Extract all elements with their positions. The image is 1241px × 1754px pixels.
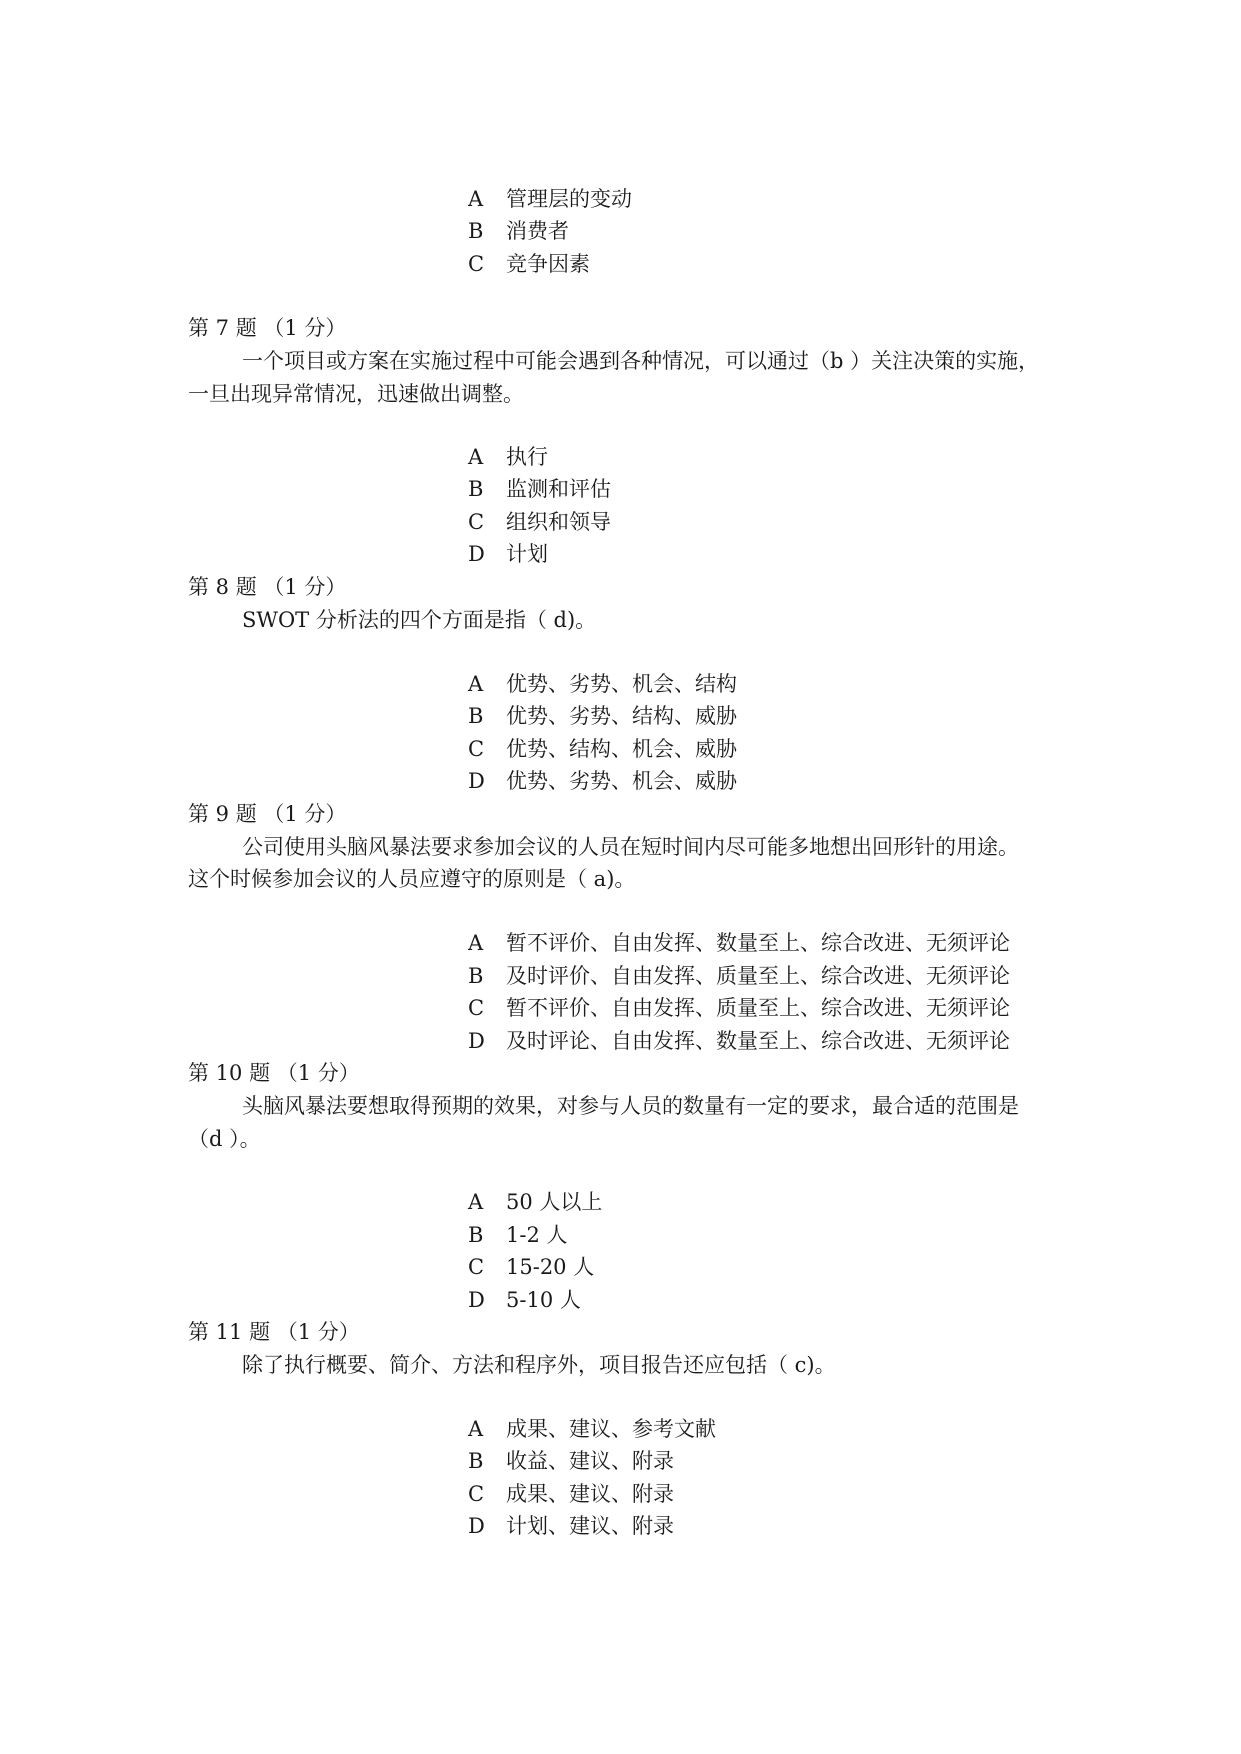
option-letter: C xyxy=(468,996,485,1020)
option-text: 计划、建议、附录 xyxy=(506,1514,674,1538)
option-row xyxy=(0,185,1241,213)
option-row xyxy=(0,1027,1241,1055)
option-letter: B xyxy=(468,704,484,728)
question-text: 除了执行概要、简介、方法和程序外，项目报告还应包括（ c)。 xyxy=(242,1353,836,1377)
question-header: 第 7 题 （1 分） xyxy=(188,316,347,340)
option-row xyxy=(0,475,1241,503)
option-row xyxy=(0,250,1241,278)
option-text: 暂不评价、自由发挥、数量至上、综合改进、无须评论 xyxy=(506,931,1010,955)
question-text: 一个项目或方案在实施过程中可能会遇到各种情况，可以通过（b ）关注决策的实施， xyxy=(242,349,1040,373)
option-row xyxy=(0,702,1241,730)
option-text: 组织和领导 xyxy=(506,510,611,534)
option-text: 5-10 人 xyxy=(506,1288,581,1312)
option-text: 成果、建议、参考文献 xyxy=(506,1417,716,1441)
question-header: 第 10 题 （1 分） xyxy=(188,1061,360,1085)
option-text: 优势、结构、机会、威胁 xyxy=(506,737,737,761)
option-text: 1-2 人 xyxy=(506,1223,568,1247)
option-row xyxy=(0,994,1241,1022)
option-letter: D xyxy=(468,1029,485,1053)
option-row xyxy=(0,508,1241,536)
option-letter: D xyxy=(468,1288,485,1312)
option-row xyxy=(0,929,1241,957)
option-row xyxy=(0,962,1241,990)
option-text: 成果、建议、附录 xyxy=(506,1482,674,1506)
option-letter: B xyxy=(468,1449,484,1473)
option-letter: B xyxy=(468,964,484,988)
option-letter: A xyxy=(468,1417,484,1441)
question-text: 一旦出现异常情况，迅速做出调整。 xyxy=(188,382,524,406)
option-text: 执行 xyxy=(506,445,548,469)
option-text: 管理层的变动 xyxy=(506,187,632,211)
option-row xyxy=(0,1447,1241,1475)
option-letter: C xyxy=(468,737,485,761)
option-text: 优势、劣势、结构、威胁 xyxy=(506,704,737,728)
option-text: 及时评价、自由发挥、质量至上、综合改进、无须评论 xyxy=(506,964,1010,988)
option-letter: A xyxy=(468,931,484,955)
option-text: 优势、劣势、机会、威胁 xyxy=(506,769,737,793)
option-row xyxy=(0,443,1241,471)
option-letter: B xyxy=(468,1223,484,1247)
question-text: SWOT 分析法的四个方面是指（ d)。 xyxy=(242,608,597,632)
option-letter: A xyxy=(468,187,484,211)
option-text: 及时评论、自由发挥、数量至上、综合改进、无须评论 xyxy=(506,1029,1010,1053)
option-row xyxy=(0,217,1241,245)
question-text: 这个时候参加会议的人员应遵守的原则是（ a)。 xyxy=(188,867,636,891)
option-text: 监测和评估 xyxy=(506,477,611,501)
option-row xyxy=(0,735,1241,763)
option-text: 计划 xyxy=(506,542,548,566)
option-letter: C xyxy=(468,1482,485,1506)
option-letter: D xyxy=(468,769,485,793)
option-row xyxy=(0,1415,1241,1443)
option-letter: C xyxy=(468,1255,485,1279)
option-text: 15-20 人 xyxy=(506,1255,595,1279)
option-text: 收益、建议、附录 xyxy=(506,1449,674,1473)
option-letter: D xyxy=(468,542,485,566)
option-letter: B xyxy=(468,219,484,243)
question-text: 头脑风暴法要想取得预期的效果，对参与人员的数量有一定的要求，最合适的范围是 xyxy=(242,1094,1019,1118)
option-row xyxy=(0,1512,1241,1540)
option-row xyxy=(0,1221,1241,1249)
option-text: 竞争因素 xyxy=(506,252,590,276)
option-row xyxy=(0,1480,1241,1508)
option-letter: C xyxy=(468,252,485,276)
option-text: 50 人以上 xyxy=(506,1190,603,1214)
option-row xyxy=(0,670,1241,698)
option-text: 优势、劣势、机会、结构 xyxy=(506,672,737,696)
option-letter: A xyxy=(468,445,484,469)
option-letter: D xyxy=(468,1514,485,1538)
question-header: 第 9 题 （1 分） xyxy=(188,802,347,826)
option-text: 暂不评价、自由发挥、质量至上、综合改进、无须评论 xyxy=(506,996,1010,1020)
option-row xyxy=(0,1188,1241,1216)
option-row xyxy=(0,540,1241,568)
option-letter: C xyxy=(468,510,485,534)
option-letter: A xyxy=(468,672,484,696)
option-text: 消费者 xyxy=(506,219,569,243)
question-header: 第 8 题 （1 分） xyxy=(188,575,347,599)
option-letter: A xyxy=(468,1190,484,1214)
question-header: 第 11 题 （1 分） xyxy=(188,1320,360,1344)
question-text: 公司使用头脑风暴法要求参加会议的人员在短时间内尽可能多地想出回形针的用途。 xyxy=(242,835,1019,859)
option-row xyxy=(0,767,1241,795)
option-row xyxy=(0,1253,1241,1281)
question-text: （d ）。 xyxy=(188,1127,261,1151)
option-row xyxy=(0,1286,1241,1314)
option-letter: B xyxy=(468,477,484,501)
